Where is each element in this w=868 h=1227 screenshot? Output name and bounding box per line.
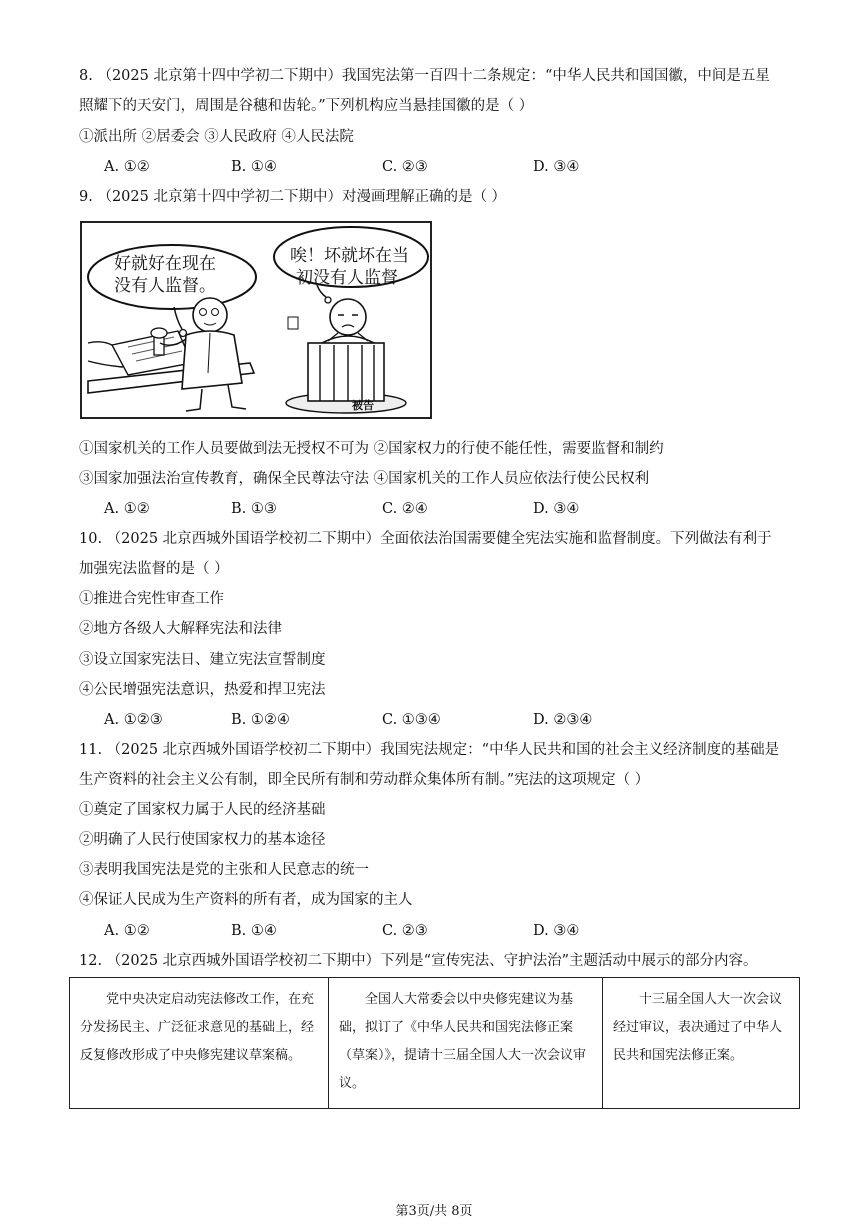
q9-items-line1: ①国家机关的工作人员要做到法无授权不可为 ②国家权力的行使不能任性，需要监督和制约 bbox=[79, 441, 664, 457]
q9-option-d[interactable]: D. ③④ bbox=[533, 501, 580, 517]
page-footer: 第3页/共 8页 bbox=[395, 1204, 473, 1219]
cell-1-text: 党中央决定启动宪法修改工作，在充分发扬民主、广泛征求意见的基础上，经反复修改形成了中央修宪建议草案稿。 bbox=[80, 992, 315, 1063]
q10-option-a[interactable]: A. ①②③ bbox=[104, 712, 163, 728]
q10-options bbox=[104, 710, 804, 730]
left-bubble-line1: 好就好在现在 bbox=[114, 254, 216, 274]
q8-options bbox=[104, 157, 804, 177]
defendant-label: 被告 bbox=[352, 399, 374, 412]
right-bubble-line2: 初没有人监督 bbox=[296, 268, 398, 288]
q10-item-2: ②地方各级人大解释宪法和法律 bbox=[79, 621, 282, 637]
q8-items: ①派出所 ②居委会 ③人民政府 ④人民法院 bbox=[79, 129, 354, 145]
q9-option-a[interactable]: A. ①② bbox=[104, 501, 150, 517]
q11-item-1: ①奠定了国家权力属于人民的经济基础 bbox=[79, 802, 326, 818]
q9-items-line2: ③国家加强法治宣传教育，确保全民尊法守法 ④国家机关的工作人员应依法行使公民权利 bbox=[79, 471, 650, 487]
q11-option-a[interactable]: A. ①② bbox=[104, 923, 150, 939]
q8-stem-line2: 照耀下的天安门，周围是谷穗和齿轮。”下列机构应当悬挂国徽的是（ ） bbox=[79, 98, 534, 114]
q11-stem-line1: 11. （2025 北京西城外国语学校初二下期中）我国宪法规定：“中华人民共和国的社会主义经济制度的基础是 bbox=[79, 742, 780, 758]
q8-option-b[interactable]: B. ①④ bbox=[231, 159, 277, 175]
q11-item-3: ③表明我国宪法是党的主张和人民意志的统一 bbox=[79, 862, 369, 878]
q11-stem-line2: 生产资料的社会主义公有制，即全民所有制和劳动群众集体所有制。”宪法的这项规定（ ） bbox=[79, 772, 650, 788]
q11-item-4: ④保证人民成为生产资料的所有者，成为国家的主人 bbox=[79, 892, 413, 908]
q9-option-b[interactable]: B. ①③ bbox=[231, 501, 277, 517]
q9-option-c[interactable]: C. ②④ bbox=[382, 501, 428, 517]
q11-options bbox=[104, 921, 804, 941]
q10-option-b[interactable]: B. ①②④ bbox=[231, 712, 290, 728]
left-bubble-line2: 没有人监督。 bbox=[114, 276, 216, 296]
q8-option-a[interactable]: A. ①② bbox=[104, 159, 150, 175]
q8-option-d[interactable]: D. ③④ bbox=[533, 159, 580, 175]
table-cell-2 bbox=[329, 978, 603, 1109]
q10-option-d[interactable]: D. ②③④ bbox=[533, 712, 593, 728]
q12-info-table bbox=[69, 977, 800, 1109]
q8-option-c[interactable]: C. ②③ bbox=[382, 159, 428, 175]
q10-item-4: ④公民增强宪法意识，热爱和捍卫宪法 bbox=[79, 682, 326, 698]
q10-stem-line1: 10. （2025 北京西城外国语学校初二下期中）全面依法治国需要健全宪法实施和监督制度。下列做法有利于 bbox=[79, 531, 772, 547]
cell-2-text: 全国人大常委会以中央修宪建议为基础，拟订了《中华人民共和国宪法修正案（草案）》，提请十三届全国人大一次会议审议。 bbox=[339, 992, 587, 1091]
q12-stem: 12. （2025 北京西城外国语学校初二下期中）下列是“宣传宪法、守护法治”主题活动中展示的部分内容。 bbox=[79, 953, 758, 969]
cartoon-image bbox=[80, 221, 432, 419]
q10-stem-line2: 加强宪法监督的是（ ） bbox=[79, 561, 229, 577]
q11-item-2: ②明确了人民行使国家权力的基本途径 bbox=[79, 832, 326, 848]
q9-stem: 9. （2025 北京第十四中学初二下期中）对漫画理解正确的是（ ） bbox=[79, 189, 507, 205]
table-cell-3 bbox=[603, 978, 800, 1109]
q10-item-3: ③设立国家宪法日、建立宪法宣誓制度 bbox=[79, 652, 326, 668]
q11-option-c[interactable]: C. ②③ bbox=[382, 923, 428, 939]
cell-3-text: 十三届全国人大一次会议经过审议，表决通过了中华人民共和国宪法修正案。 bbox=[613, 992, 783, 1063]
table-row bbox=[70, 978, 800, 1109]
q8-stem-line1: 8. （2025 北京第十四中学初二下期中）我国宪法第一百四十二条规定：“中华人民共和国国徽，中间是五星 bbox=[79, 68, 770, 84]
table-cell-1 bbox=[70, 978, 329, 1109]
q10-item-1: ①推进合宪性审查工作 bbox=[79, 591, 224, 607]
q11-option-d[interactable]: D. ③④ bbox=[533, 923, 580, 939]
q11-option-b[interactable]: B. ①④ bbox=[231, 923, 277, 939]
q9-options bbox=[104, 499, 804, 519]
q10-option-c[interactable]: C. ①③④ bbox=[382, 712, 441, 728]
right-bubble-line1: 唉！坏就坏在当 bbox=[290, 246, 409, 266]
